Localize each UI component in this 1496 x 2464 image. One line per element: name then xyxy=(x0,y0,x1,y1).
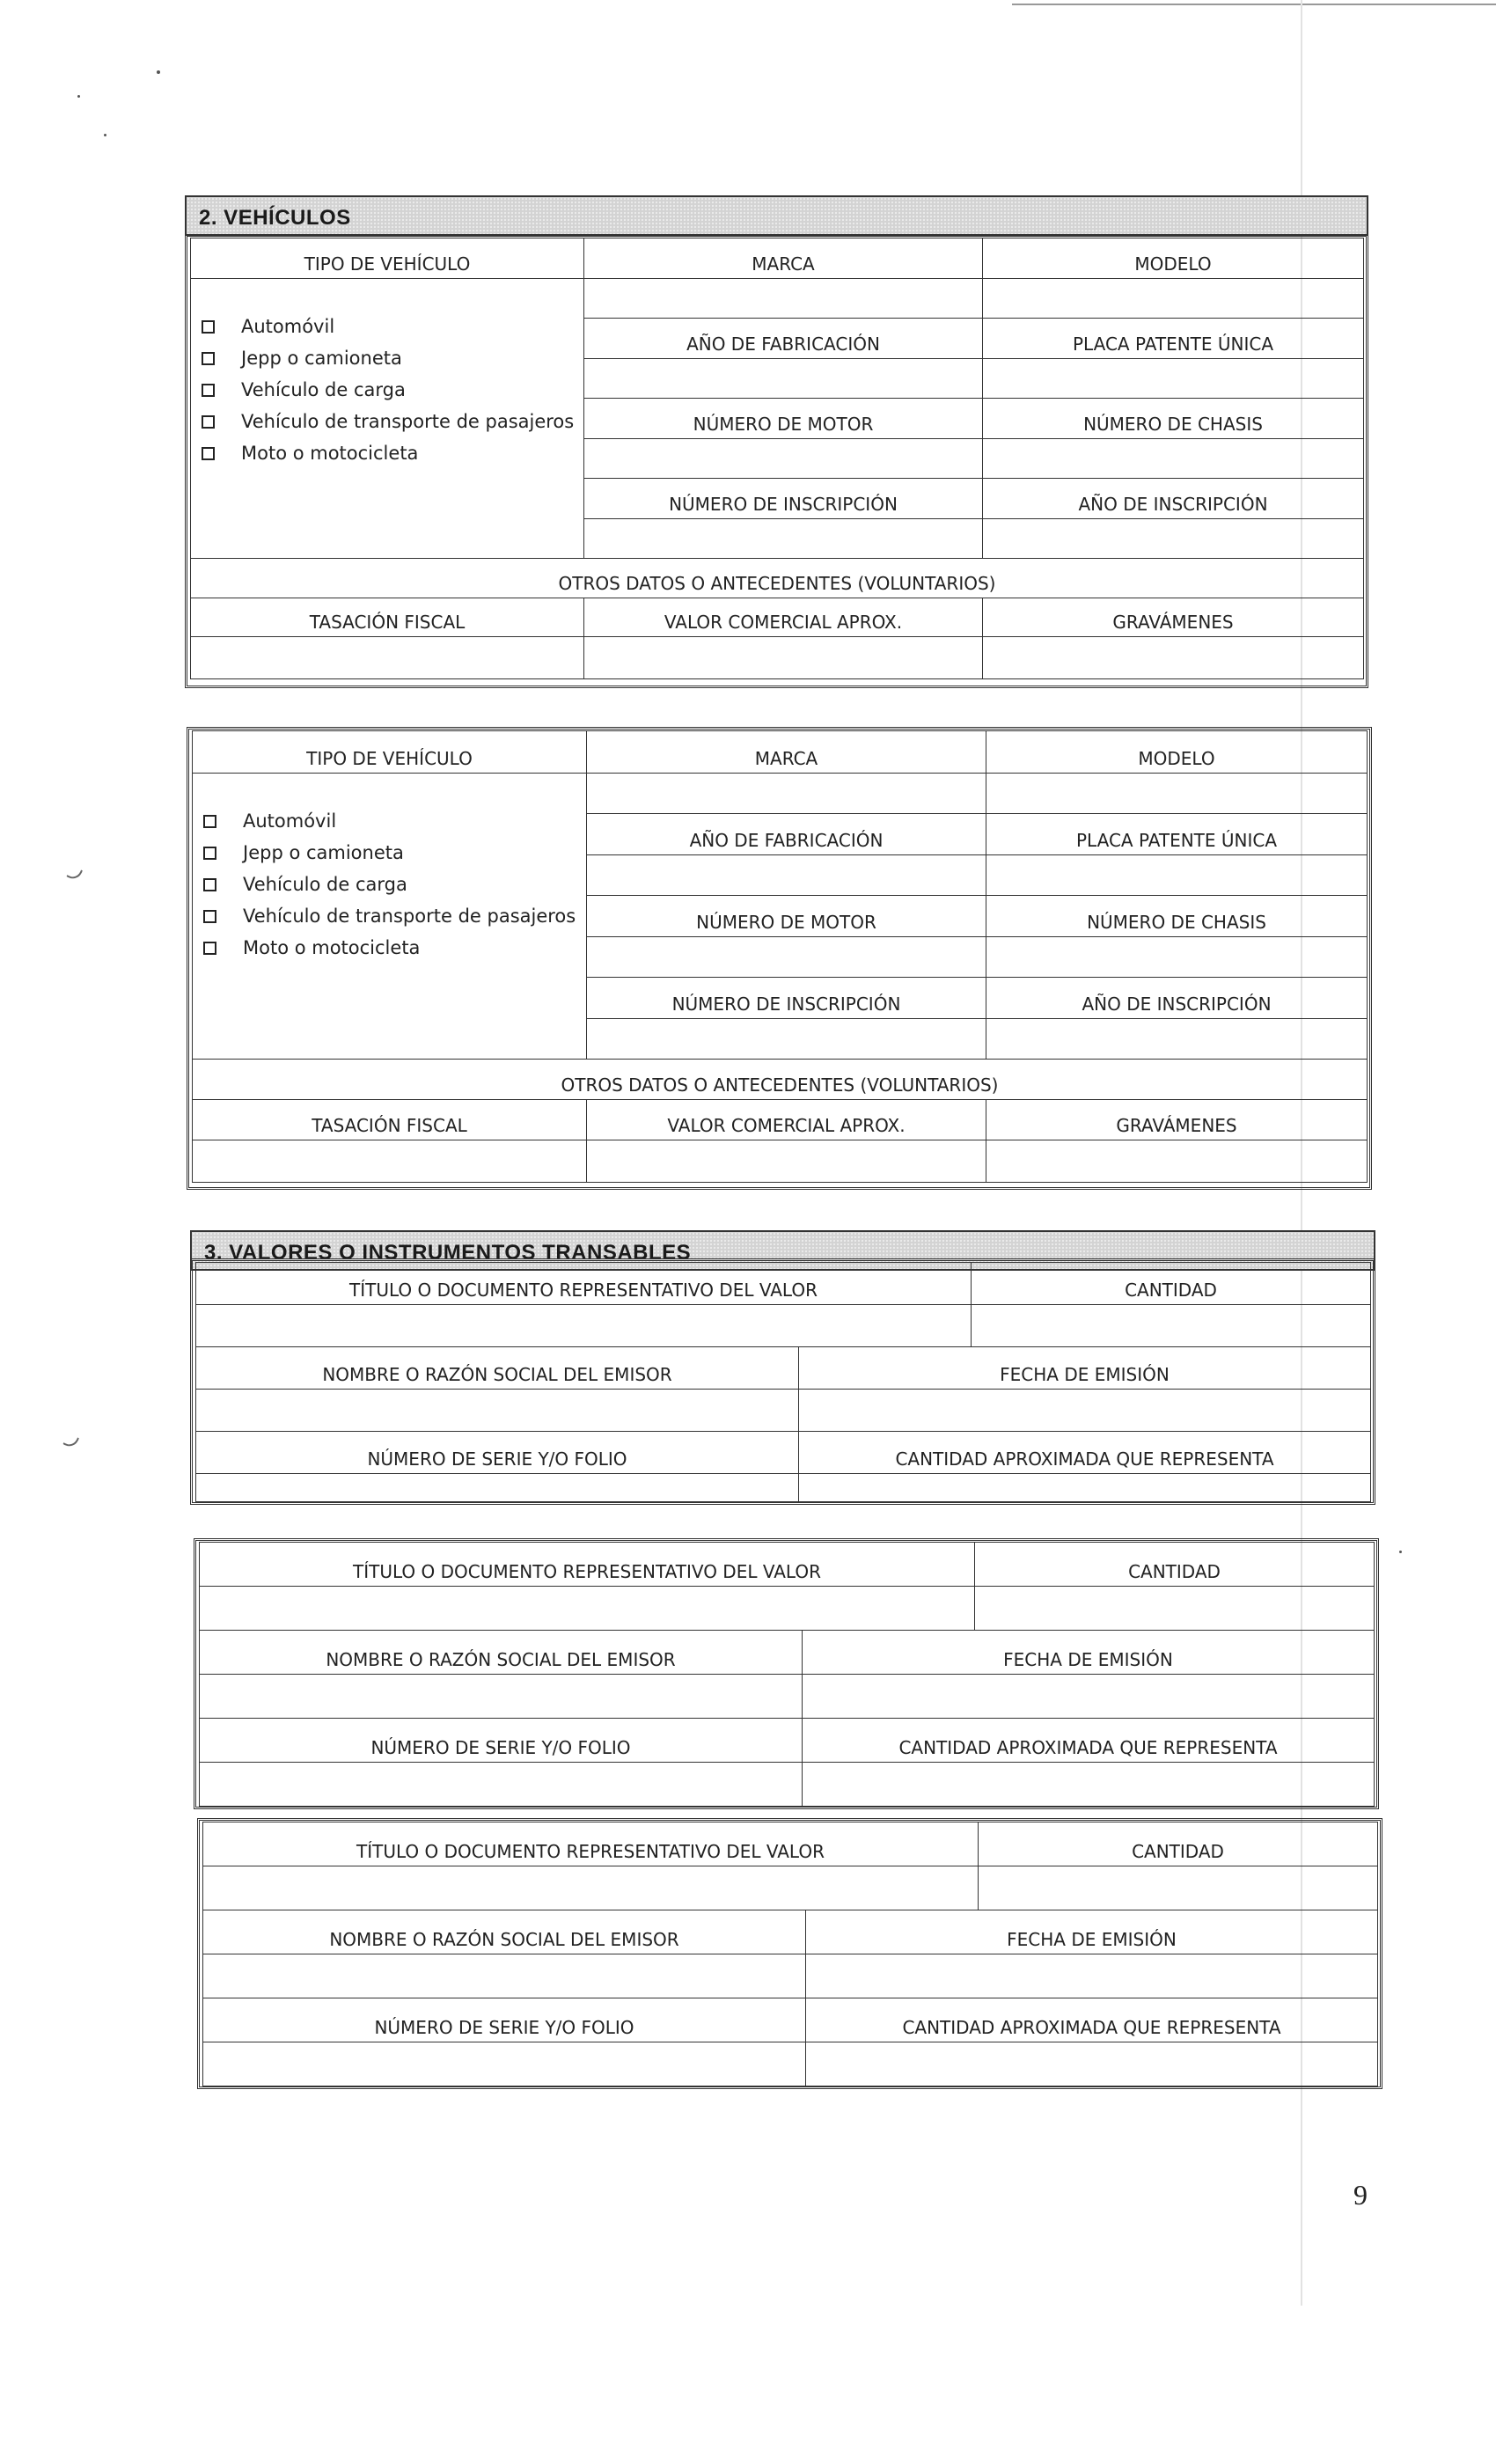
fecha-emision-field[interactable] xyxy=(799,1390,1371,1432)
scan-edge-line xyxy=(1012,4,1496,5)
numero-motor-label: NÚMERO DE MOTOR xyxy=(584,399,983,439)
nombre-emisor-field[interactable] xyxy=(196,1390,799,1432)
scan-speck xyxy=(157,70,160,74)
cantidad-label: CANTIDAD xyxy=(975,1543,1375,1587)
vehicle-type-option[interactable]: Jepp o camioneta xyxy=(200,837,586,869)
cantidad-field[interactable] xyxy=(972,1305,1371,1347)
section-header-vehicles xyxy=(185,195,1368,236)
numero-inscripcion-field[interactable] xyxy=(584,519,983,559)
valor-comercial-label: VALOR COMERCIAL APROX. xyxy=(587,1100,986,1140)
cantidad-aproximada-label: CANTIDAD APROXIMADA QUE REPRESENTA xyxy=(803,1719,1375,1763)
titulo-documento-label: TÍTULO O DOCUMENTO REPRESENTATIVO DEL VALOR xyxy=(200,1543,975,1587)
checkbox-icon[interactable] xyxy=(203,942,216,955)
tasacion-fiscal-field[interactable] xyxy=(193,1140,587,1183)
scan-speck xyxy=(104,134,106,136)
ano-inscripcion-field[interactable] xyxy=(986,1019,1368,1060)
numero-motor-field[interactable] xyxy=(587,937,986,978)
section-title: 2. VEHÍCULOS xyxy=(199,206,351,230)
vehicle-type-option[interactable]: Moto o motocicleta xyxy=(200,932,586,964)
fecha-emision-label: FECHA DE EMISIÓN xyxy=(799,1347,1371,1390)
marca-field[interactable] xyxy=(587,774,986,814)
vehicle-type-option[interactable]: Vehículo de transporte de pasajeros xyxy=(200,900,586,932)
marca-label: MARCA xyxy=(587,731,986,774)
tasacion-fiscal-label: TASACIÓN FISCAL xyxy=(193,1100,587,1140)
titulo-documento-field[interactable] xyxy=(203,1866,979,1910)
valor-comercial-field[interactable] xyxy=(587,1140,986,1183)
nombre-emisor-label: NOMBRE O RAZÓN SOCIAL DEL EMISOR xyxy=(203,1910,806,1954)
numero-inscripcion-field[interactable] xyxy=(587,1019,986,1060)
punch-hole-mark xyxy=(47,1404,84,1450)
gravamenes-label: GRAVÁMENES xyxy=(986,1100,1368,1140)
checkbox-icon[interactable] xyxy=(203,910,216,923)
cantidad-aproximada-field[interactable] xyxy=(803,1763,1375,1807)
cantidad-label: CANTIDAD xyxy=(972,1263,1371,1305)
numero-inscripcion-label: NÚMERO DE INSCRIPCIÓN xyxy=(587,978,986,1019)
placa-patente-label: PLACA PATENTE ÚNICA xyxy=(986,814,1368,855)
modelo-field[interactable] xyxy=(986,774,1368,814)
scan-speck xyxy=(1399,1551,1402,1553)
tipo-vehiculo-label: TIPO DE VEHÍCULO xyxy=(193,731,587,774)
value-form xyxy=(199,1542,1375,1807)
modelo-field[interactable] xyxy=(983,279,1364,319)
checkbox-icon[interactable] xyxy=(202,352,215,365)
vehicle-form xyxy=(190,238,1364,679)
ano-fabricacion-field[interactable] xyxy=(584,359,983,399)
gravamenes-label: GRAVÁMENES xyxy=(983,598,1364,637)
numero-motor-field[interactable] xyxy=(584,439,983,479)
nombre-emisor-label: NOMBRE O RAZÓN SOCIAL DEL EMISOR xyxy=(200,1631,803,1675)
marca-field[interactable] xyxy=(584,279,983,319)
tipo-vehiculo-label: TIPO DE VEHÍCULO xyxy=(191,238,584,279)
gravamenes-field[interactable] xyxy=(983,637,1364,679)
titulo-documento-label: TÍTULO O DOCUMENTO REPRESENTATIVO DEL VALOR xyxy=(196,1263,972,1305)
numero-chasis-label: NÚMERO DE CHASIS xyxy=(986,896,1368,937)
ano-inscripcion-field[interactable] xyxy=(983,519,1364,559)
vehicle-type-option[interactable]: Jepp o camioneta xyxy=(198,342,583,374)
ano-inscripcion-label: AÑO DE INSCRIPCIÓN xyxy=(983,479,1364,519)
numero-serie-label: NÚMERO DE SERIE Y/O FOLIO xyxy=(200,1719,803,1763)
numero-serie-field[interactable] xyxy=(200,1763,803,1807)
vehicle-type-options xyxy=(193,774,587,1060)
checkbox-icon[interactable] xyxy=(202,320,215,334)
otros-datos-label: OTROS DATOS O ANTECEDENTES (VOLUNTARIOS) xyxy=(191,559,1364,598)
vehicle-type-option[interactable]: Automóvil xyxy=(198,311,583,342)
marca-label: MARCA xyxy=(584,238,983,279)
valor-comercial-field[interactable] xyxy=(584,637,983,679)
numero-inscripcion-label: NÚMERO DE INSCRIPCIÓN xyxy=(584,479,983,519)
cantidad-aproximada-label: CANTIDAD APROXIMADA QUE REPRESENTA xyxy=(799,1432,1371,1474)
fecha-emision-field[interactable] xyxy=(803,1675,1375,1719)
checkbox-icon[interactable] xyxy=(202,447,215,460)
ano-fabricacion-field[interactable] xyxy=(587,855,986,896)
vehicle-type-option[interactable]: Automóvil xyxy=(200,805,586,837)
modelo-label: MODELO xyxy=(986,731,1368,774)
nombre-emisor-field[interactable] xyxy=(200,1675,803,1719)
vehicle-form xyxy=(192,730,1368,1183)
checkbox-icon[interactable] xyxy=(203,847,216,860)
titulo-documento-label: TÍTULO O DOCUMENTO REPRESENTATIVO DEL VALOR xyxy=(203,1822,979,1866)
fecha-emision-label: FECHA DE EMISIÓN xyxy=(806,1910,1378,1954)
vehicle-type-option[interactable]: Moto o motocicleta xyxy=(198,437,583,469)
placa-patente-label: PLACA PATENTE ÚNICA xyxy=(983,319,1364,359)
ano-inscripcion-label: AÑO DE INSCRIPCIÓN xyxy=(986,978,1368,1019)
ano-fabricacion-label: AÑO DE FABRICACIÓN xyxy=(584,319,983,359)
cantidad-field[interactable] xyxy=(979,1866,1378,1910)
cantidad-aproximada-field[interactable] xyxy=(799,1474,1371,1502)
vehicle-type-options xyxy=(191,279,584,559)
vehicle-type-option[interactable]: Vehículo de carga xyxy=(198,374,583,406)
numero-serie-label: NÚMERO DE SERIE Y/O FOLIO xyxy=(196,1432,799,1474)
cantidad-aproximada-field[interactable] xyxy=(806,2042,1378,2086)
numero-serie-field[interactable] xyxy=(196,1474,799,1502)
checkbox-icon[interactable] xyxy=(202,384,215,397)
placa-patente-field[interactable] xyxy=(986,855,1368,896)
numero-chasis-label: NÚMERO DE CHASIS xyxy=(983,399,1364,439)
numero-chasis-field[interactable] xyxy=(986,937,1368,978)
checkbox-icon[interactable] xyxy=(203,878,216,891)
gravamenes-field[interactable] xyxy=(986,1140,1368,1183)
value-form xyxy=(195,1262,1371,1502)
scan-speck xyxy=(77,95,80,98)
tasacion-fiscal-label: TASACIÓN FISCAL xyxy=(191,598,584,637)
punch-hole-mark xyxy=(50,837,88,883)
modelo-label: MODELO xyxy=(983,238,1364,279)
nombre-emisor-label: NOMBRE O RAZÓN SOCIAL DEL EMISOR xyxy=(196,1347,799,1390)
vehicle-type-option[interactable]: Vehículo de transporte de pasajeros xyxy=(198,406,583,437)
cantidad-label: CANTIDAD xyxy=(979,1822,1378,1866)
titulo-documento-field[interactable] xyxy=(196,1305,972,1347)
fecha-emision-field[interactable] xyxy=(806,1954,1378,1998)
page-number: 9 xyxy=(1353,2179,1368,2211)
otros-datos-label: OTROS DATOS O ANTECEDENTES (VOLUNTARIOS) xyxy=(193,1060,1368,1100)
section-title: 3. VALORES O INSTRUMENTOS TRANSABLES xyxy=(204,1241,692,1265)
placa-patente-field[interactable] xyxy=(983,359,1364,399)
valor-comercial-label: VALOR COMERCIAL APROX. xyxy=(584,598,983,637)
vehicle-type-option[interactable]: Vehículo de carga xyxy=(200,869,586,900)
cantidad-field[interactable] xyxy=(975,1587,1375,1631)
numero-serie-field[interactable] xyxy=(203,2042,806,2086)
numero-chasis-field[interactable] xyxy=(983,439,1364,479)
tasacion-fiscal-field[interactable] xyxy=(191,637,584,679)
numero-motor-label: NÚMERO DE MOTOR xyxy=(587,896,986,937)
numero-serie-label: NÚMERO DE SERIE Y/O FOLIO xyxy=(203,1998,806,2042)
nombre-emisor-field[interactable] xyxy=(203,1954,806,1998)
cantidad-aproximada-label: CANTIDAD APROXIMADA QUE REPRESENTA xyxy=(806,1998,1378,2042)
checkbox-icon[interactable] xyxy=(202,415,215,429)
fecha-emision-label: FECHA DE EMISIÓN xyxy=(803,1631,1375,1675)
value-form xyxy=(202,1822,1378,2086)
checkbox-icon[interactable] xyxy=(203,815,216,828)
ano-fabricacion-label: AÑO DE FABRICACIÓN xyxy=(587,814,986,855)
titulo-documento-field[interactable] xyxy=(200,1587,975,1631)
